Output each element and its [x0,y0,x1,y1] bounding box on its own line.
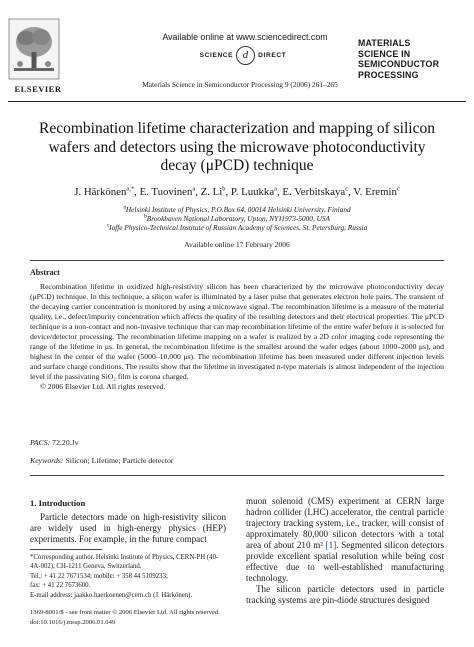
footnote-line: *Corresponding author. Helsinki Institute of Physics, CERN-PH (40-4A-002), CH-1211 Geneva, Switzerland. [30,554,219,571]
article-title [20,120,454,176]
keywords: Keywords: Silicon; Lifetime; Particle detector [30,456,174,465]
journal-citation: Materials Science in Semiconductor Processing 9 (2006) 261–265 [142,80,338,89]
sciencedirect-right-text: DIRECT [258,51,287,59]
sciencedirect-left-text: SCIENCE [199,51,234,59]
affiliation-a: $^a$Helsinki Institute of Physics, P.O.Box 64, 00014 Helsinki University, Finland [123,204,351,214]
author-affil-sup[interactable]: a,* [126,185,135,193]
intro-right-paragraph-2: The silicon particle detectors used in particle tracking systems are pin-diode structures designed [246,584,444,605]
footnote-line[interactable]: E-mail address: jaakko.haerkoenen@cern.ch (J. Härkönen). [30,591,193,599]
intro-left-column: Particle detectors made on high-resistivity silicon are widely used in high-energy physics (HEP) experiments. For example, in the future compact [30,512,226,544]
available-online-date: Available online 17 February 2006 [184,240,290,249]
keywords-divider [30,475,444,476]
header-divider [8,101,466,102]
author-list: J. Härkönen$^{a,*}$, E. Tuovinen$^a$, Z. Li$^b$, P. Luukka$^a$, E. Verbitskaya$^c$, V. Eremin$^c$ [74,185,400,198]
author-affil-sup: c [345,185,349,193]
author-name: J. Härkönen [74,186,127,198]
title-line: decay (μPCD) technique [160,157,314,174]
abstract-heading: Abstract [30,268,60,277]
abstract-divider [30,260,444,261]
issn-line: 1369-8001/$ - see front matter © 2006 Elsevier Ltd. All rights reserved. [30,609,220,616]
journal-name-line: PROCESSING [358,69,419,80]
journal-name [358,38,456,80]
doi-line[interactable]: doi:10.1016/j.mssp.2006.01.049 [30,618,116,626]
pacs: PACS: 72.20.Jv [30,438,79,447]
journal-name-line: MATERIALS [358,38,411,48]
author-affil-sup: c [396,185,400,193]
affiliation-c: $^c$Ioffe Physico-Technical Institute of Russian Academy of Sciences, St. Petersburg, Russia [106,222,368,232]
available-online-at[interactable]: Available online at www.sciencedirect.com [162,32,328,42]
author-name: E. Verbitskaya [282,186,346,198]
author-name: P. Luukka [230,186,275,198]
sciencedirect-d-icon: d [236,46,255,65]
author-affil-sup: a [192,185,196,193]
intro-right-paragraph-1: muon solenoid (CMS) experiment at CERN large hadron collider (LHC) accelerator, the central particle trajectory tracking system, i.e., tracker, will consist of approximately 80,000 silicon detectors with a total area of about 210 m² [1]. Segmented silicon detectors provide excellent spatial resolution while being cost effective due to well-established manufacturing technology. [246,496,444,583]
section-heading-introduction: 1. Introduction [30,498,86,508]
footnote-line: fax: + 41 22 7673600. [30,582,91,590]
author-name: Z. Li [200,186,223,198]
abstract-text: Recombination lifetime in oxidized high-resistivity silicon has been characterized by the microwave photoconductivity decay (μPCD) technique. In this technique, a silicon wafer is illuminated by a laser pulse that generates electron hole pairs. The transient of the decaying carrier concentration is monitored by using a microwave signal. The recombination lifetime is a measure of the material quality, i.e., defect/impurity concentration which affects the quality of the resulting detectors and their electrical properties. The μPCD technique is a non-contact and non-invasive technique that can map recombination lifetime of the entire wafer before it is selected for device/detector processing. The recombination lifetime mapping on a wafer is realized by a 2D color imaging code representing the range of the lifetime in μs. In general, the recombination lifetime is the smallest around the wafer edges (about 1000–2000 μs), and highest in the center of the wafer (5000–10,000 μs). The recombination lifetime has been measured under different injection levels and surface charge conditions. The results show that the lifetime in investigated n-type materials is almost independent of the injection level if the passivating SiO₂ film is corona charged. [30,282,444,382]
journal-name-line: SCIENCE IN [358,48,411,59]
author-affil-sup: a [274,185,277,193]
author-name: V. Eremin [353,186,397,198]
author-name: E. Tuovinen [139,186,193,198]
corresponding-author-footnote [30,553,226,600]
journal-name-line: SEMICONDUCTOR [358,59,440,70]
publisher-name: ELSEVIER [14,84,62,94]
sciencedirect-logo [178,44,308,66]
elsevier-tree-logo [8,18,60,80]
abstract-body [30,282,444,393]
author-affil-sup: b [222,185,226,193]
reference-link[interactable]: [1] [325,540,337,550]
affiliation-b: $^b$Brookhaven National Laboratory, Upton, NY11973-5000, USA [144,213,330,223]
intro-right-column [246,496,444,606]
front-matter-info [30,608,330,627]
footnote-line: Tel.: + 41 22 7671534; mobile: + 358 44 5109233; [30,572,168,580]
footnote-divider [30,549,102,550]
title-line: Recombination lifetime characterization and mapping of silicon [39,120,435,137]
title-line: wafers and detectors using the microwave photoconductivity [48,138,426,156]
abstract-copyright: © 2006 Elsevier Ltd. All rights reserved. [40,382,166,392]
